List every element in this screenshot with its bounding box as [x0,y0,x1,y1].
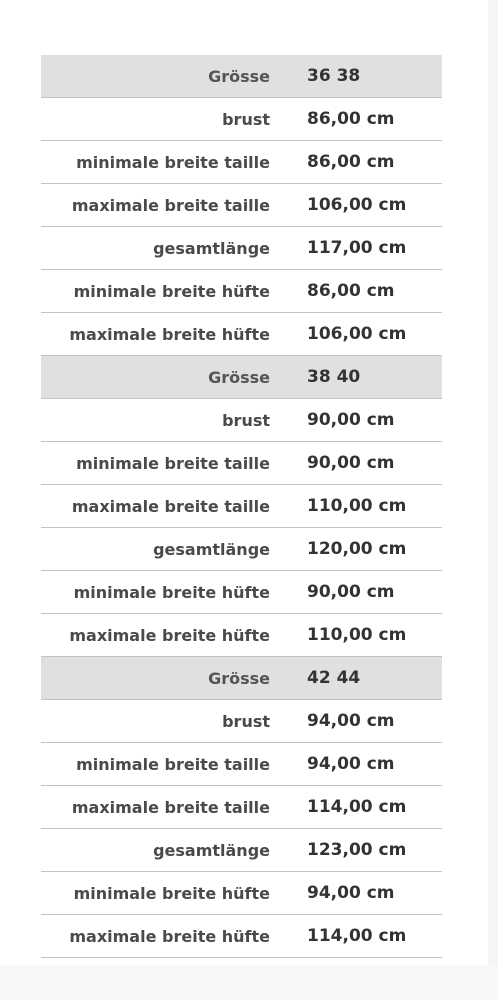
measurement-label: brust [41,700,270,743]
table-row [41,399,442,442]
measurement-value: 86,00 cm [270,270,442,313]
measurement-value: 114,00 cm [270,915,442,958]
table-row [41,786,442,829]
measurement-value: 114,00 cm [270,786,442,829]
measurement-label: brust [41,98,270,141]
measurement-value: 117,00 cm [270,227,442,270]
table-row [41,915,442,958]
measurement-label: maximale breite hüfte [41,614,270,657]
table-row [41,442,442,485]
table-row [41,571,442,614]
size-header-value: 36 38 [270,55,442,98]
table-row [41,528,442,571]
table-row [41,184,442,227]
measurement-value: 90,00 cm [270,571,442,614]
page-bottom-band [0,965,498,1000]
measurement-value: 120,00 cm [270,528,442,571]
table-row [41,872,442,915]
table-row [41,485,442,528]
table-row [41,614,442,657]
table-row [41,700,442,743]
measurement-label: minimale breite taille [41,141,270,184]
measurement-label: gesamtlänge [41,829,270,872]
measurement-value: 90,00 cm [270,399,442,442]
measurement-label: minimale breite hüfte [41,872,270,915]
measurement-label: brust [41,399,270,442]
measurement-value: 86,00 cm [270,141,442,184]
measurement-label: minimale breite taille [41,442,270,485]
table-row [41,270,442,313]
measurement-label: minimale breite hüfte [41,270,270,313]
measurement-value: 106,00 cm [270,313,442,356]
size-header-label: Grösse [41,356,270,399]
measurement-value: 94,00 cm [270,700,442,743]
measurement-label: gesamtlänge [41,528,270,571]
measurement-label: gesamtlänge [41,227,270,270]
table-row [41,227,442,270]
size-header-value: 38 40 [270,356,442,399]
measurement-value: 86,00 cm [270,98,442,141]
measurement-value: 106,00 cm [270,184,442,227]
table-row [41,313,442,356]
size-header-row [41,657,442,700]
measurement-value: 90,00 cm [270,442,442,485]
measurement-label: maximale breite taille [41,786,270,829]
table-row [41,743,442,786]
table-row [41,829,442,872]
size-header-value: 42 44 [270,657,442,700]
table-row [41,141,442,184]
size-header-label: Grösse [41,657,270,700]
size-header-row [41,356,442,399]
measurement-label: minimale breite taille [41,743,270,786]
measurement-label: maximale breite taille [41,184,270,227]
measurement-label: maximale breite hüfte [41,313,270,356]
size-header-row [41,55,442,98]
measurement-value: 123,00 cm [270,829,442,872]
measurement-value: 110,00 cm [270,485,442,528]
page-right-edge [488,0,498,1000]
size-chart-table [41,55,442,958]
size-header-label: Grösse [41,55,270,98]
measurement-value: 94,00 cm [270,743,442,786]
measurement-label: maximale breite hüfte [41,915,270,958]
table-row [41,98,442,141]
measurement-label: maximale breite taille [41,485,270,528]
measurement-value: 94,00 cm [270,872,442,915]
measurement-value: 110,00 cm [270,614,442,657]
measurement-label: minimale breite hüfte [41,571,270,614]
